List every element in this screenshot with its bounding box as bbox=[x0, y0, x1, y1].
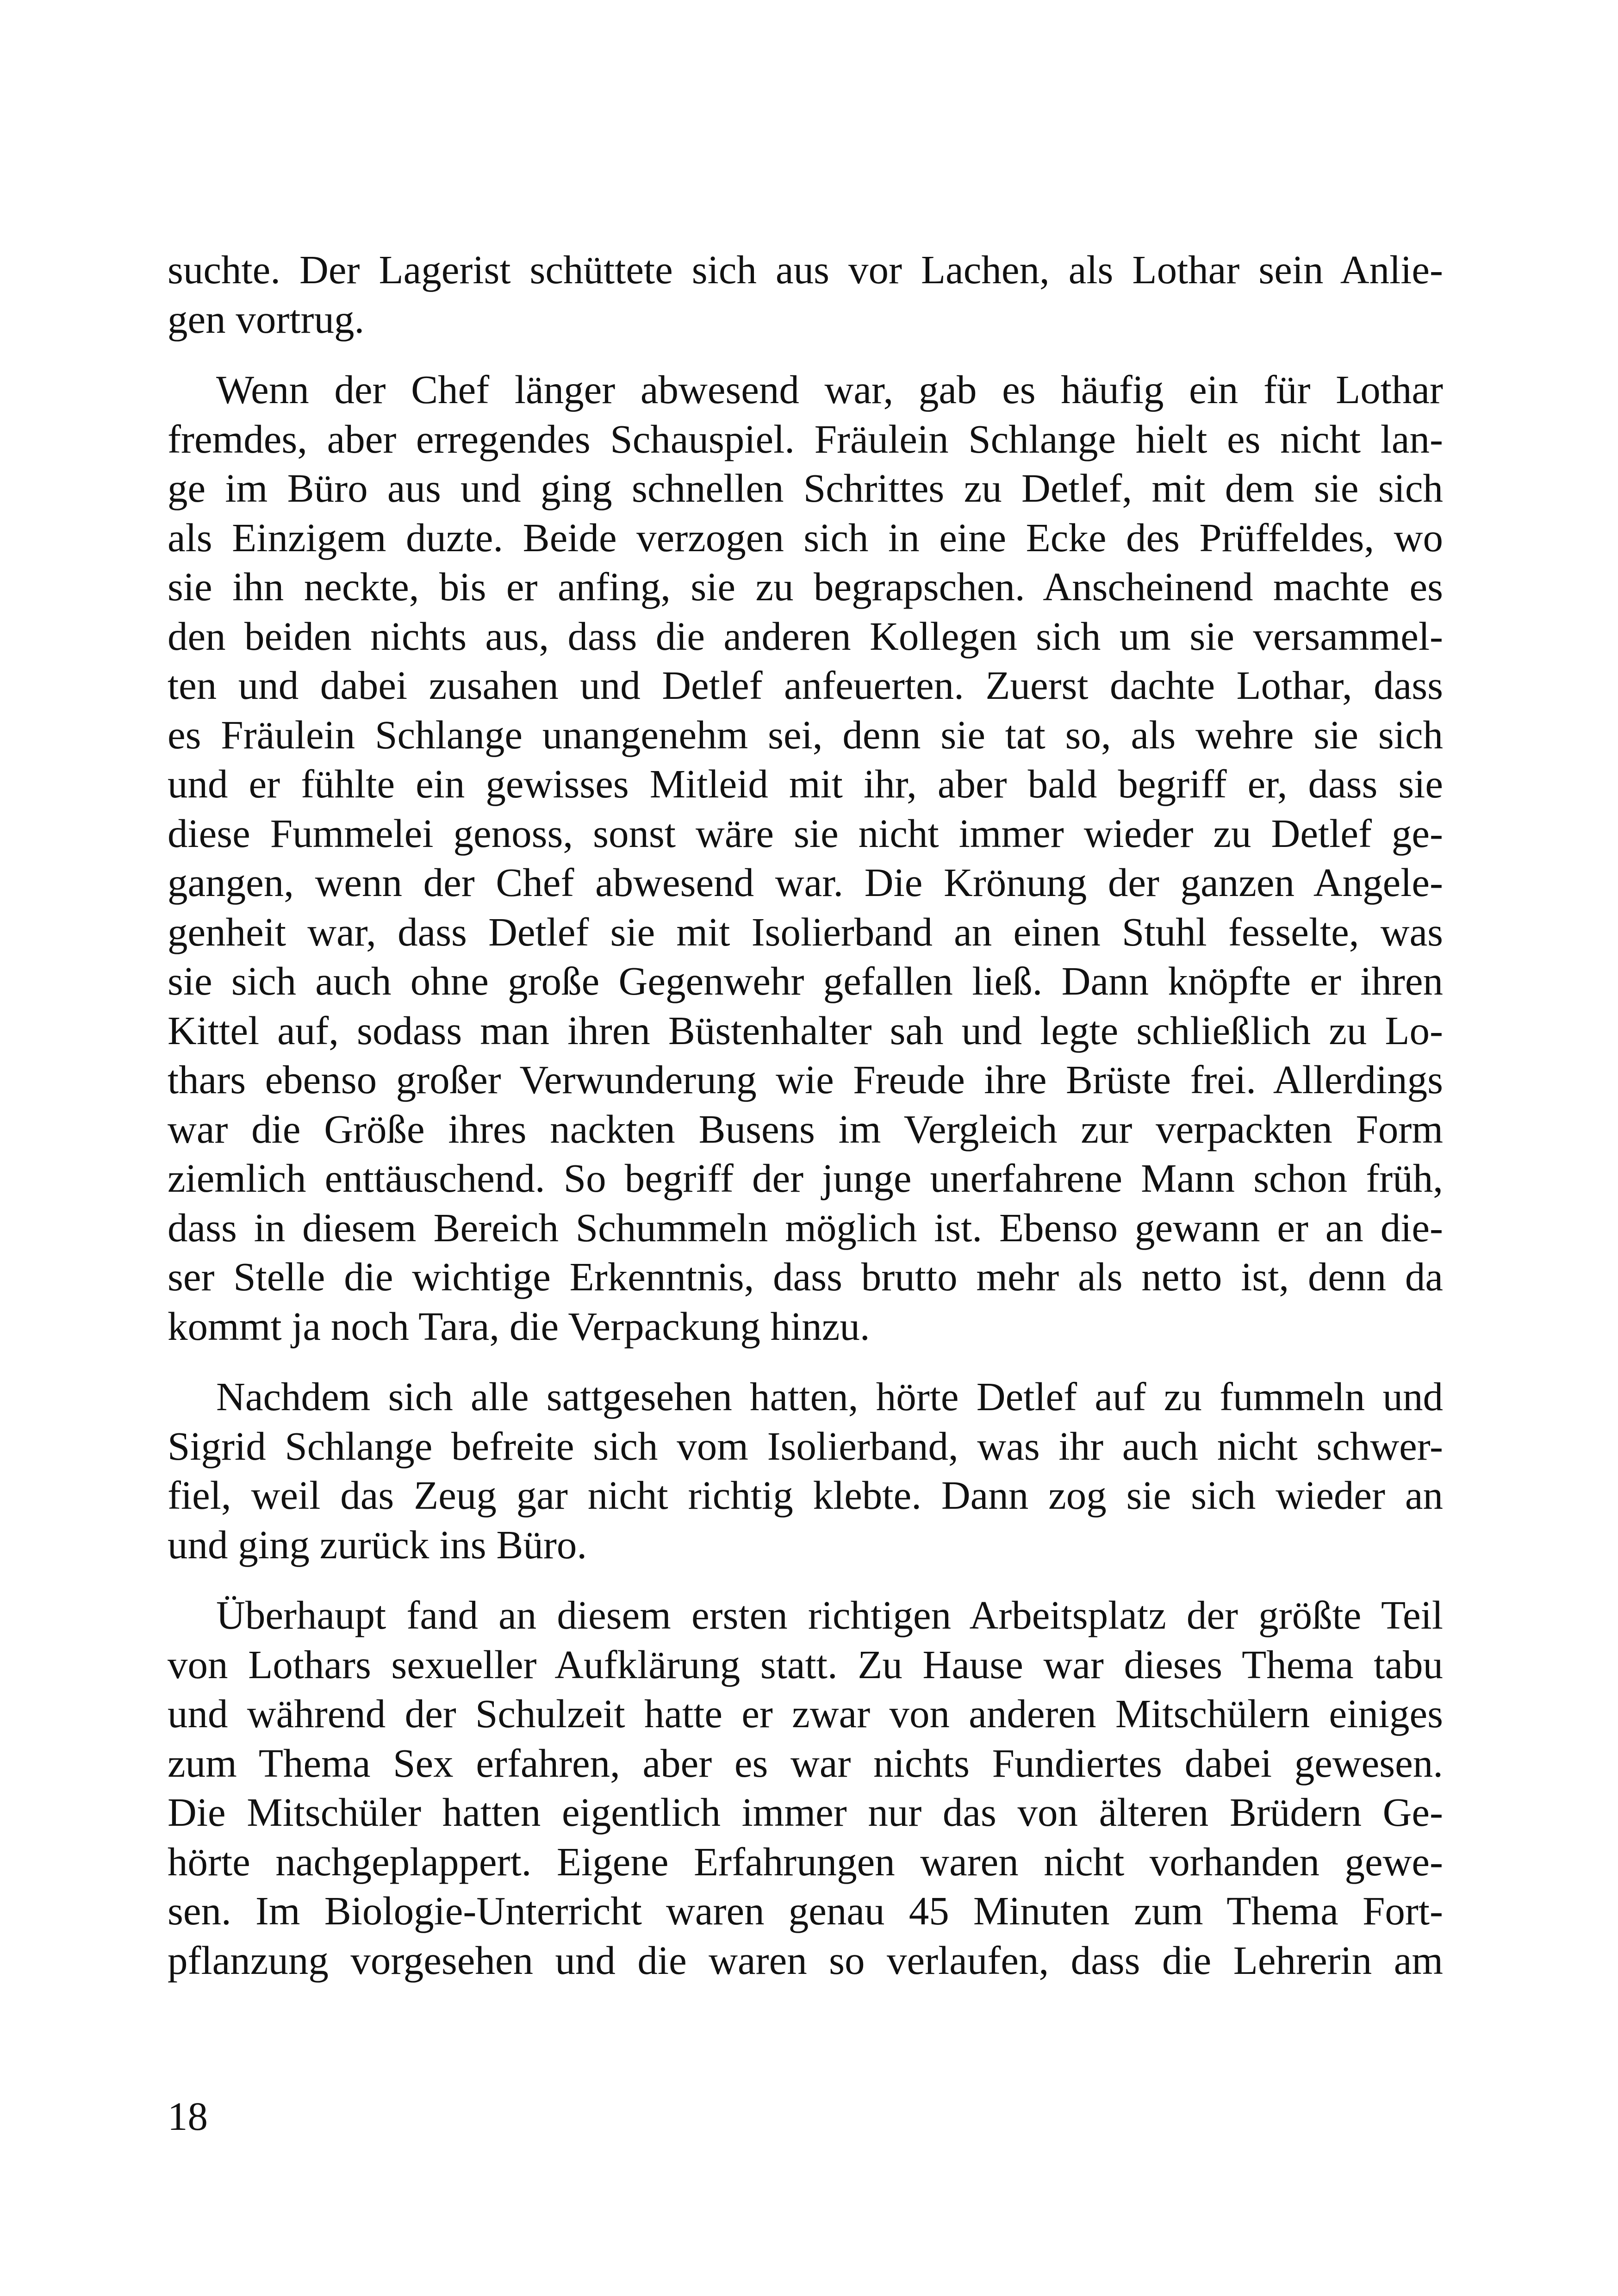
text-line: gangen, wenn der Chef abwesend war. Die Krönung der ganzen Angele- bbox=[168, 860, 1443, 905]
text-line: hörte nachgeplappert. Eigene Erfahrungen waren nicht vorhanden gewe- bbox=[168, 1839, 1443, 1884]
text-line: fiel, weil das Zeug gar nicht richtig klebte. Dann zog sie sich wieder an bbox=[168, 1473, 1443, 1518]
paragraph bbox=[168, 1372, 1443, 1569]
text-line: suchte. Der Lagerist schüttete sich aus vor Lachen, als Lothar sein Anlie- bbox=[168, 247, 1443, 292]
text-line: den beiden nichts aus, dass die anderen Kollegen sich um sie versammel- bbox=[168, 613, 1443, 659]
body-text bbox=[168, 245, 1443, 1985]
text-line: und er fühlte ein gewisses Mitleid mit ihr, aber bald begriff er, dass sie bbox=[168, 761, 1443, 806]
paragraph bbox=[168, 365, 1443, 1351]
text-line: ziemlich enttäuschend. So begriff der junge unerfahrene Mann schon früh, bbox=[168, 1156, 1443, 1201]
text-line: pflanzung vorgesehen und die waren so verlaufen, dass die Lehrerin am bbox=[168, 1937, 1443, 1983]
text-line: fremdes, aber erregendes Schauspiel. Fräulein Schlange hielt es nicht lan- bbox=[168, 416, 1443, 461]
text-line: Nachdem sich alle sattgesehen hatten, hörte Detlef auf zu fummeln und bbox=[216, 1374, 1443, 1419]
text-line: von Lothars sexueller Aufklärung statt. Zu Hause war dieses Thema tabu bbox=[168, 1642, 1443, 1687]
text-line: zum Thema Sex erfahren, aber es war nichts Fundiertes dabei gewesen. bbox=[168, 1740, 1443, 1786]
text-line: sen. Im Biologie-Unterricht waren genau 45 Minuten zum Thema Fort- bbox=[168, 1888, 1443, 1933]
page-number: 18 bbox=[168, 2094, 208, 2139]
text-line: Kittel auf, sodass man ihren Büstenhalter sah und legte schließlich zu Lo- bbox=[168, 1008, 1443, 1053]
paragraph bbox=[168, 1591, 1443, 1985]
text-line: ten und dabei zusahen und Detlef anfeuerten. Zuerst dachte Lothar, dass bbox=[168, 663, 1443, 708]
text-line: als Einzigem duzte. Beide verzogen sich in eine Ecke des Prüffeldes, wo bbox=[168, 515, 1443, 560]
text-line: es Fräulein Schlange unangenehm sei, denn sie tat so, als wehre sie sich bbox=[168, 712, 1443, 757]
text-line: Wenn der Chef länger abwesend war, gab es häufig ein für Lothar bbox=[216, 367, 1443, 412]
text-line: Die Mitschüler hatten eigentlich immer nur das von älteren Brüdern Ge- bbox=[168, 1790, 1443, 1835]
text-line: Sigrid Schlange befreite sich vom Isolierband, was ihr auch nicht schwer- bbox=[168, 1423, 1443, 1468]
text-line: gen vortrug. bbox=[168, 296, 365, 342]
text-line: kommt ja noch Tara, die Verpackung hinzu. bbox=[168, 1303, 870, 1349]
text-line: und während der Schulzeit hatte er zwar von anderen Mitschülern einiges bbox=[168, 1691, 1443, 1736]
text-line: genheit war, dass Detlef sie mit Isolierband an einen Stuhl fesselte, was bbox=[168, 909, 1443, 954]
text-line: Überhaupt fand an diesem ersten richtigen Arbeitsplatz der größte Teil bbox=[216, 1593, 1443, 1637]
text-line: sie sich auch ohne große Gegenwehr gefallen ließ. Dann knöpfte er ihren bbox=[168, 958, 1443, 1003]
text-line: ser Stelle die wichtige Erkenntnis, dass brutto mehr als netto ist, denn da bbox=[168, 1254, 1443, 1299]
text-line: ge im Büro aus und ging schnellen Schrittes zu Detlef, mit dem sie sich bbox=[168, 466, 1443, 510]
text-line: diese Fummelei genoss, sonst wäre sie nicht immer wieder zu Detlef ge- bbox=[168, 810, 1443, 856]
text-line: dass in diesem Bereich Schummeln möglich ist. Ebenso gewann er an die- bbox=[168, 1205, 1443, 1250]
paragraph bbox=[168, 245, 1443, 344]
text-line: thars ebenso großer Verwunderung wie Freude ihre Brüste frei. Allerdings bbox=[168, 1057, 1443, 1102]
text-line: und ging zurück ins Büro. bbox=[168, 1522, 587, 1567]
text-line: war die Größe ihres nackten Busens im Vergleich zur verpackten Form bbox=[168, 1106, 1443, 1151]
text-line: sie ihn neckte, bis er anfing, sie zu begrapschen. Anscheinend machte es bbox=[168, 564, 1443, 609]
